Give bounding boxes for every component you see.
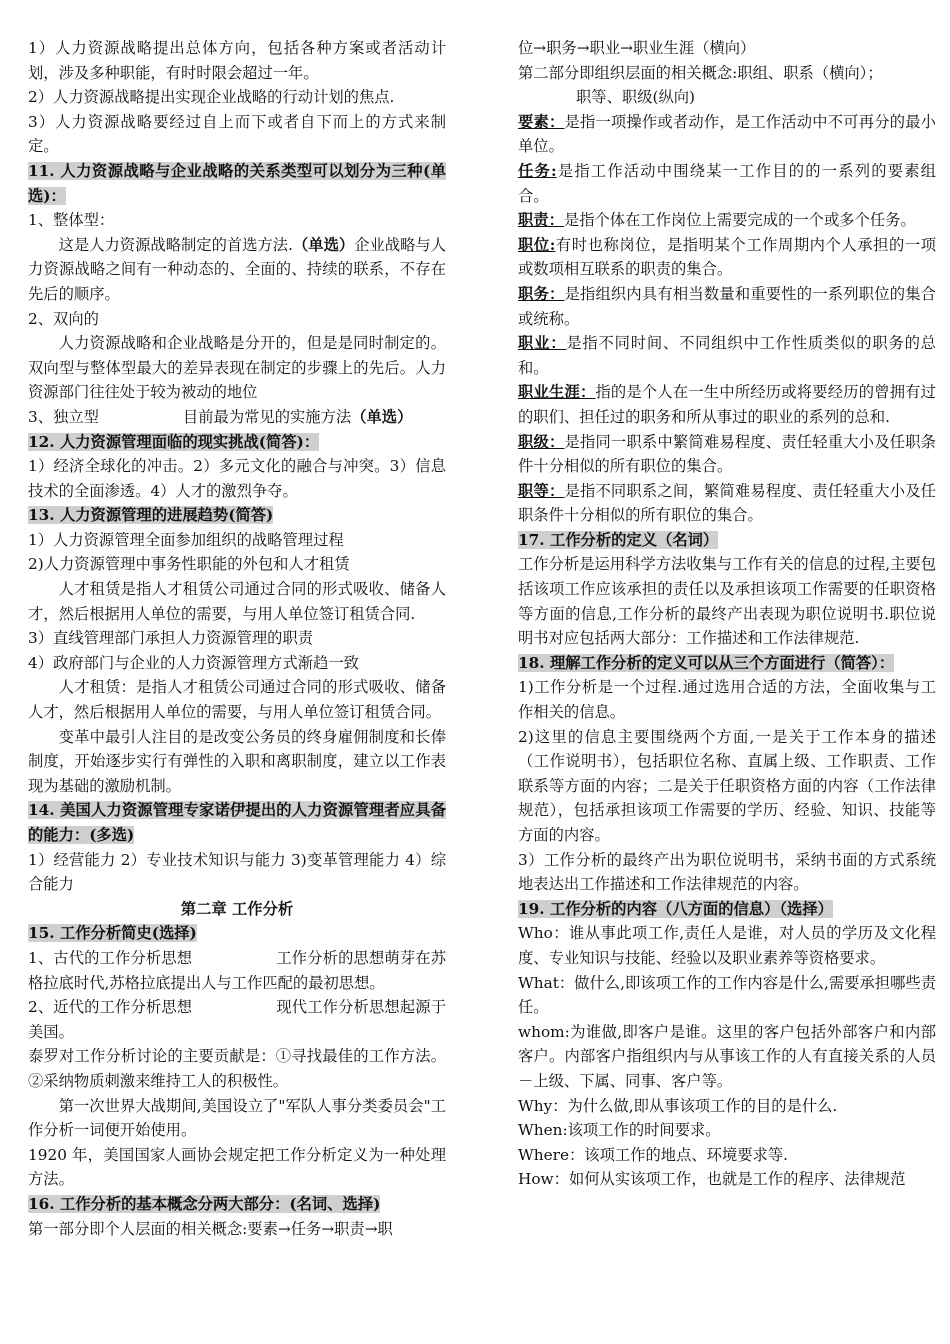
- definition-position: [518, 233, 936, 282]
- text: 有时也称岗位，是指明某个工作周期内个人承担的一项或数项相互联系的职责的集合。: [518, 235, 936, 279]
- heading-text: 16. 工作分析的基本概念分两大部分：(名词、选择): [28, 1194, 381, 1213]
- heading-text: 11. 人力资源战略与企业战略的关系类型可以划分为三种(单选)：: [28, 161, 446, 205]
- definition-element: [518, 110, 936, 159]
- paragraph: 第一次世界大战期间,美国设立了"军队人事分类委员会"工作分析一词便开始使用。: [28, 1096, 446, 1140]
- left-column: [28, 36, 446, 1241]
- term: 职务：: [518, 284, 565, 303]
- paragraph: 第一部分即个人层面的相关概念:要素→任务→职责→职: [28, 1219, 393, 1238]
- paragraph: 2）人力资源战略提出实现企业战略的行动计划的焦点.: [28, 88, 395, 107]
- text: 是指个体在工作岗位上需要完成的一个或多个任务。: [563, 211, 916, 230]
- definition-career: [518, 380, 936, 429]
- paragraph: 人才租赁是指人才租赁公司通过合同的形式吸收、储备人才，然后根据用人单位的需要，与用人单位签订租赁合同.: [28, 580, 446, 623]
- text: 是指组织内具有相当数量和重要性的一系列职位的集合或统称。: [518, 284, 936, 328]
- term: 职级：: [518, 432, 565, 451]
- paragraph: 变革中最引人注目的是改变公务员的终身雇佣制度和长俸制度，开始逐步实行有弹性的入职和离职制度，建立以工作表现为基础的激励机制。: [28, 727, 446, 795]
- paragraph: 第二部分即组织层面的相关概念:职组、职系（横向）；: [518, 63, 883, 82]
- heading-text: 15. 工作分析简史(选择): [28, 924, 197, 943]
- paragraph: [28, 233, 446, 307]
- heading-text: 17. 工作分析的定义（名词）: [518, 530, 719, 549]
- chapter-title: 第二章 工作分析: [180, 899, 294, 918]
- paragraph: When:该项工作的时间要求。: [518, 1121, 721, 1140]
- paragraph: 人才租赁：是指人才租赁公司通过合同的形式吸收、储备人才，然后根据用人单位的需要，与用人单位签订租赁合同。: [28, 678, 446, 722]
- paragraph: 2)人力资源管理中事务性职能的外包和人才租赁: [28, 555, 350, 574]
- paragraph: [28, 405, 446, 430]
- paragraph: 2、双向的: [28, 309, 99, 328]
- paragraph: 1)工作分析是一个过程.通过选用合适的方法，全面收集与工作相关的信息。: [518, 678, 936, 722]
- text: 是指工作活动中围绕某一工作目的的一系列的要素组合。: [518, 161, 936, 205]
- text: 目前最为常见的实施方法: [182, 407, 352, 426]
- paragraph: 1）经济全球化的冲击。2）多元文化的融合与冲突。3）信息技术的全面渗透。4）人才的激烈争夺。: [28, 457, 446, 500]
- heading-text: 14. 美国人力资源管理专家诺伊提出的人力资源管理者应具备的能力：(多选): [28, 801, 446, 844]
- text: 这是人力资源战略制定的首选方法.: [58, 235, 293, 254]
- paragraph: 4）政府部门与企业的人力资源管理方式渐趋一致: [28, 653, 359, 672]
- paragraph: What：做什么,即该项工作的工作内容是什么,需要承担哪些责任。: [518, 973, 936, 1017]
- text: 指的是个人在一生中所经历或将要经历的曾拥有过的职们、担任过的职务和所从事过的职业的系列的总和.: [518, 383, 936, 426]
- section-heading-16: [28, 1192, 446, 1217]
- paragraph: 3）工作分析的最终产出为职位说明书，采纳书面的方式系统地表达出工作描述和工作法律规范的内容。: [518, 850, 936, 894]
- section-heading-18: [518, 651, 936, 676]
- text: 是指不同时间、不同组织中工作性质类似的职务的总和。: [518, 334, 936, 377]
- term: 要素：: [518, 112, 565, 131]
- text: 2、近代的工作分析思想: [28, 998, 193, 1017]
- paragraph: Where：该项工作的地点、环境要求等.: [518, 1145, 789, 1164]
- paragraph: 位→职务→职业→职业生涯（横向）: [518, 39, 756, 57]
- section-heading-11: [28, 159, 446, 208]
- paragraph: 人力资源战略和企业战略是分开的，但是是同时制定的。双向型与整体型最大的差异表现在制定的步骤上的先后。人力资源部门往往处于较为被动的地位: [28, 334, 446, 402]
- paragraph: 3）直线管理部门承担人力资源管理的职责: [28, 629, 314, 648]
- paragraph: 1）经营能力 2）专业技术知识与能力 3)变革管理能力 4）综合能力: [28, 850, 446, 894]
- text: 企业战略与人力资源战略之间有一种动态的、全面的、持续的联系，不存在先后的顺序。: [28, 235, 446, 303]
- paragraph: 1）人力资源管理全面参加组织的战略管理过程: [28, 530, 344, 549]
- paragraph: Who：谁从事此项工作,责任人是谁，对人员的学历及文化程度、专业知识与技能、经验以及职业素养等资格要求。: [518, 924, 936, 967]
- definition-task: [518, 159, 936, 208]
- paragraph: How：如何从实该项工作，也就是工作的程序、法律规范: [518, 1170, 906, 1189]
- definition-duty: [518, 208, 936, 233]
- section-heading-17: [518, 528, 936, 553]
- term: 职责：: [518, 211, 564, 230]
- text: 是指同一职系中繁简难易程度、责任轻重大小及任职条件十分相似的所有职位的集合。: [518, 432, 936, 476]
- paragraph: 1920 年，美国国家人画协会规定把工作分析定义为一种处理方法。: [28, 1145, 446, 1189]
- text: 3、独立型: [28, 407, 99, 426]
- definition-grade: [518, 430, 936, 479]
- text: 是指不同职系之间，繁简难易程度、责任轻重大小及任职条件十分相似的所有职位的集合。: [518, 481, 936, 525]
- text: 工作分析的思想萌芽在苏格拉底时代,苏格拉底提出人与工作匹配的最初思想。: [28, 948, 446, 992]
- term: 职业生涯：: [518, 383, 596, 402]
- right-column: [518, 36, 936, 1192]
- bold-note: （单选）: [292, 235, 355, 254]
- paragraph: Why：为什么做,即从事该项工作的目的是什么.: [518, 1096, 838, 1115]
- term: 职业：: [518, 334, 567, 353]
- heading-text: 19. 工作分析的内容（八方面的信息）（选择）: [518, 899, 833, 918]
- bold-note: （单选）: [351, 407, 413, 426]
- term: 任务:: [518, 161, 557, 180]
- paragraph: whom:为谁做,即客户是谁。这里的客户包括外部客户和内部客户。内部客户指组织内与从事该工作的人有直接关系的人员－上级、下属、同事、客户等。: [518, 1022, 936, 1090]
- definition-occupation: [518, 331, 936, 380]
- paragraph: 职等、职级(纵向): [576, 88, 696, 107]
- section-heading-15: [28, 921, 446, 946]
- definition-job: [518, 282, 936, 331]
- text: 是指一项操作或者动作，是工作活动中不可再分的最小单位。: [518, 112, 936, 156]
- section-heading-13: [28, 503, 446, 528]
- term: 职位:: [518, 235, 556, 254]
- section-heading-14: [28, 798, 446, 847]
- paragraph: 泰罗对工作分析讨论的主要贡献是：①寻找最佳的工作方法。②采纳物质刺激来维持工人的积极性。: [28, 1047, 446, 1090]
- definition-rank: [518, 479, 936, 528]
- heading-text: 18. 理解工作分析的定义可以从三个方面进行（简答）：: [518, 653, 895, 672]
- paragraph: 1）人力资源战略提出总体方向，包括各种方案或者活动计划，涉及多种职能，有时时限会超过一年。: [28, 39, 446, 82]
- text: 1、古代的工作分析思想: [28, 948, 193, 967]
- paragraph: 2)这里的信息主要围绕两个方面,一是关于工作本身的描述（工作说明书），包括职位名称、直属上级、工作职责、工作联系等方面的内容；二是关于任职资格方面的内容（工作法律规范），包括承担该项工作需要的学历、经验、知识、技能等方面的内容。: [518, 727, 936, 844]
- paragraph: [28, 946, 446, 995]
- term: 职等：: [518, 481, 565, 500]
- section-heading-12: [28, 430, 446, 455]
- heading-text: 12. 人力资源管理面临的现实挑战(简答)：: [28, 432, 320, 451]
- text: 现代工作分析思想起源于美国。: [28, 998, 446, 1041]
- paragraph: 工作分析是运用科学方法收集与工作有关的信息的过程,主要包括该项工作应该承担的责任以及承担该项工作需要的任职资格等方面的信息,工作分析的最终产出表现为职位说明书.职位说明书对应包括两大部分：工作描述和工作法律规范.: [518, 555, 936, 648]
- paragraph: 3）人力资源战略要经过自上而下或者自下而上的方式来制定。: [28, 112, 446, 156]
- section-heading-19: [518, 897, 936, 922]
- paragraph: 1、整体型：: [28, 211, 115, 230]
- paragraph: [28, 995, 446, 1044]
- heading-text: 13. 人力资源管理的进展趋势(简答): [28, 506, 274, 525]
